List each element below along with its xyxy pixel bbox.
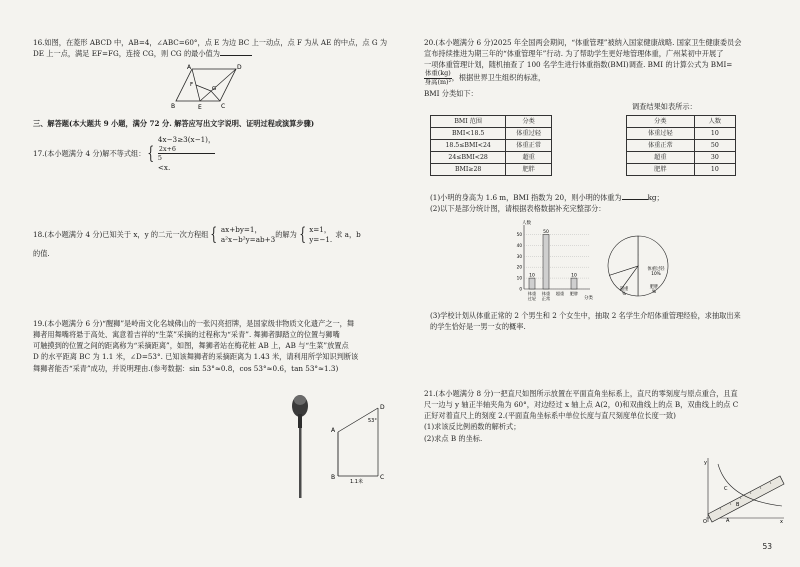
- x-tick-label: 过轻: [527, 296, 537, 301]
- bmi-table-cell: 超重: [506, 152, 552, 164]
- q19-line1: 19.(本小题满分 6 分)“醒狮”是岭南文化名城佛山的一张闪亮招牌，是国家级非物质文化遗产之一，舞: [33, 319, 355, 328]
- survey-table-cell: 超重: [627, 152, 695, 164]
- q19-line5: 舞狮者能否“采青”成功，并说明理由.(参考数据：sin 53°≈0.8，cos 53°≈0.6，tan 53°≈1.3): [33, 363, 339, 373]
- q17-brace: {: [147, 142, 155, 164]
- pie-slice-label: 超重: [619, 287, 629, 292]
- bmi-table-row: [431, 152, 552, 164]
- q18-eq1: ax+by=1，: [220, 225, 262, 234]
- q17-frac-num: 2x+6: [158, 145, 215, 155]
- label-B: B: [171, 103, 176, 110]
- bmi-table-title: BMI 分类如下：: [424, 88, 478, 98]
- y-tick-label: 30: [516, 253, 522, 259]
- bar-chart-xlabel: 分类: [584, 296, 593, 301]
- bmi-table-row: [431, 140, 552, 152]
- q20-sub3-line2: 的学生恰好是一男一女的概率.: [430, 322, 526, 332]
- point-A-label: A: [726, 518, 730, 524]
- question-16: [33, 37, 387, 59]
- bar: [571, 278, 577, 289]
- y-axis-label: y: [704, 460, 707, 466]
- q20-line1: 20.(本小题满分 6 分)2025 年全国两会期间，“体重管理”被纳入国家健康战略. 国家卫生健康委员会: [424, 38, 742, 47]
- bmi-table-cell: 18.5≤BMI<24: [431, 140, 506, 152]
- bar-chart-ylabel: 人数: [522, 221, 531, 226]
- q21-line3: 正好对着直尺上的刻度 2.(平面直角坐标系中单位长度与直尺刻度单位长度一致): [424, 411, 676, 421]
- q20-line2: 宣布持续推进为期三年的“体重管理年”行动. 为了帮助学生更好地管理体重，广州某初中开展了: [424, 49, 724, 59]
- q21-line2: 尺一边与 y 轴正半轴夹角为 60°，对边经过 x 轴上点 A(2，0)和双曲线上的点 B，双曲线上的点 C: [424, 400, 739, 410]
- distance-label: 1.1米: [350, 479, 363, 484]
- bmi-table-cell: 24≤BMI<28: [431, 152, 506, 164]
- y-tick-label: 40: [516, 242, 522, 248]
- q20-line3: 一项体重管理计划，随机抽查了 100 名学生进行体重指数(BMI)调查. BMI 的计算公式为 BMI=: [424, 60, 733, 70]
- x-tick-label: 正常: [541, 296, 551, 301]
- q17-line: [33, 135, 215, 173]
- q18-sol-x: x=1，: [309, 225, 332, 234]
- bmi-table-row: [431, 116, 552, 128]
- q21-sub2: (2)求点 B 的坐标.: [424, 433, 483, 443]
- q18-sol-y: y=−1.: [309, 234, 333, 244]
- pie-slice-value: 10%: [651, 272, 661, 277]
- survey-table: [626, 115, 736, 176]
- label-A: A: [187, 64, 192, 71]
- q17-prefix: 17.(本小题满分 4 分)解不等式组：: [33, 149, 146, 159]
- bmi-table-row: [431, 128, 552, 140]
- bmi-table-cell: 体重正常: [506, 140, 552, 152]
- label-A: A: [331, 427, 336, 434]
- q19-line4: D 的水平距离 BC 为 1.1 米，∠D=53°. 已知该舞狮者的采摘距离为 1.43 米，请利用所学知识判断该: [33, 352, 359, 362]
- survey-table-cell: 体重正常: [627, 140, 695, 152]
- q21-line1: 21.(本小题满分 8 分)一把直尺如图所示放置在平面直角坐标系上，直尺的零刻度与原点重合，且直: [424, 389, 738, 398]
- label-D: D: [237, 64, 242, 71]
- question-17: [33, 135, 215, 173]
- q17-system: [145, 135, 215, 173]
- survey-table-row: [627, 152, 736, 164]
- q16-answer-blank: [220, 49, 252, 56]
- survey-table-cell: 50: [694, 140, 735, 152]
- bar: [543, 234, 549, 289]
- survey-table-cell: 分类: [627, 116, 695, 128]
- label-E: E: [198, 104, 202, 111]
- label-C: C: [380, 474, 385, 481]
- q18-line1: [33, 225, 361, 244]
- survey-table-row: [627, 140, 736, 152]
- q20-weight-blank: [622, 193, 648, 200]
- question-20: [424, 37, 741, 99]
- bmi-table-cell: BMI 范围: [431, 116, 506, 128]
- q18-system-1: { ax+by=1， a²x−b²y=ab+3: [210, 223, 276, 245]
- triangle-figure: [330, 402, 390, 484]
- q21-sub1: (1)求该反比例函数的解析式；: [424, 422, 521, 432]
- survey-table-cell: 肥胖: [627, 164, 695, 176]
- section-3-title: 三、解答题(本大题共 9 小题，满分 72 分. 解答应写出文字说明、证明过程或演算步骤): [33, 119, 315, 128]
- y-tick-label: 0: [519, 286, 522, 292]
- bmi-table-cell: BMI≥28: [431, 164, 506, 176]
- bar: [529, 278, 535, 289]
- q16-line2: DE 上一点，满足 EF=FG，连接 CG，则 CG 的最小值为: [33, 48, 387, 59]
- q18-middle: 的解为: [275, 230, 297, 240]
- pie-slice-label: 肥胖: [649, 285, 659, 290]
- survey-table-cell: 10: [694, 164, 735, 176]
- x-tick-label: 超重: [555, 291, 565, 296]
- point-C-label: C: [724, 486, 728, 492]
- q17-ineq2: 2x+6 5 <x.: [158, 145, 215, 173]
- pie-slice-value: %: [621, 292, 627, 297]
- rhombus-figure: [166, 63, 246, 111]
- survey-table-cell: 人数: [694, 116, 735, 128]
- bmi-table: [430, 115, 552, 176]
- survey-table-cell: 体重过轻: [627, 128, 695, 140]
- lion-dancer-photo: [290, 390, 310, 500]
- origin-label: O: [703, 519, 707, 524]
- x-tick-label: 体重: [527, 291, 537, 296]
- point-B-label: B: [736, 502, 740, 508]
- q20-sub1: (1)小明的身高为 1.6 m，BMI 指数为 20，则小明的体重为 kg；: [430, 193, 664, 202]
- label-C: C: [221, 103, 226, 110]
- section-3-heading: [33, 118, 314, 129]
- survey-table-row: [627, 116, 736, 128]
- bar-value-label: 10: [571, 273, 577, 279]
- q19-line2: 狮者用舞嘴将悬于高处、寓意着吉祥的“生菜”采摘的过程称为“采青”. 舞狮者脚踏立的位置与狮嘴: [33, 330, 340, 340]
- bar-value-label: 10: [529, 273, 535, 279]
- bar-chart: [510, 217, 602, 309]
- survey-table-cell: 30: [694, 152, 735, 164]
- y-tick-label: 10: [516, 275, 522, 281]
- bmi-table-cell: 体重过轻: [506, 128, 552, 140]
- pie-slice-label: 体重过轻: [647, 267, 665, 272]
- q20-sub2: (2)以下是部分统计图，请根据表格数据补充完整部分：: [430, 204, 606, 214]
- bmi-frac-den: 身高(m)²: [424, 77, 452, 86]
- bmi-table-row: [431, 164, 552, 176]
- q18-suffix: 求 a，b: [335, 230, 361, 240]
- ruler-coordinate-figure: [696, 456, 786, 524]
- question-19: [33, 318, 358, 374]
- q18-line2: 的值.: [33, 249, 50, 259]
- question-18: [33, 225, 361, 260]
- q20-sub3: [430, 310, 741, 332]
- x-axis-label: x: [780, 519, 783, 524]
- q19-line3: 可触摸到的位置之间的距离称为“采摘距离”，如图，舞狮者站在梅花桩 AB 上，AB 与“生菜”放置点: [33, 341, 349, 351]
- bmi-table-cell: BMI<18.5: [431, 128, 506, 140]
- q18-prefix: 18.(本小题满分 4 分)已知关于 x，y 的二元一次方程组: [33, 230, 209, 240]
- label-F: F: [190, 82, 194, 88]
- survey-table-title: 调查结果如表所示：: [632, 102, 697, 111]
- question-21: [424, 388, 738, 444]
- q18-system-2: { x=1， y=−1.: [299, 223, 333, 245]
- q20-line4: $\frac{\text{体重(kg)}}{\text{身高(m)²}}$ ，根据世界卫生组织的标准，: [424, 69, 546, 86]
- pie-chart: [600, 232, 710, 302]
- x-tick-label: 肥胖: [569, 291, 579, 296]
- q16-line1: 16.如图，在菱形 ABCD 中，AB=4，∠ABC=60°，点 E 为边 BC 上一动点，点 F 为从 AE 的中点，点 G 为: [33, 38, 388, 47]
- x-tick-label: 体重: [541, 291, 551, 296]
- survey-table-cell: 10: [694, 128, 735, 140]
- q17-ineq1: 4x−3≥3(x−1)，: [157, 135, 216, 144]
- y-tick-label: 50: [516, 231, 522, 237]
- label-G: G: [212, 86, 217, 92]
- q20-sub3-line1: (3)学校计划从体重正常的 2 个男生和 2 个女生中，抽取 2 名学生介绍体重管理经验，求抽取出来: [430, 311, 741, 320]
- y-tick-label: 20: [516, 264, 522, 270]
- bmi-frac-num: 体重(kg): [425, 69, 451, 78]
- angle-label: 53°: [368, 418, 377, 424]
- q18-eq2: a²x−b²y=ab+3: [220, 234, 276, 244]
- q20-subquestions: [430, 192, 664, 214]
- survey-table-row: [627, 164, 736, 176]
- bmi-table-cell: 分类: [506, 116, 552, 128]
- survey-table-row: [627, 128, 736, 140]
- page-number: 53: [762, 542, 772, 552]
- pie-slice-value: %: [651, 290, 657, 295]
- label-D: D: [380, 404, 385, 411]
- bar-value-label: 50: [543, 229, 549, 235]
- bmi-table-cell: 肥胖: [506, 164, 552, 176]
- q17-frac-den: 5: [157, 154, 162, 163]
- label-B: B: [331, 474, 336, 481]
